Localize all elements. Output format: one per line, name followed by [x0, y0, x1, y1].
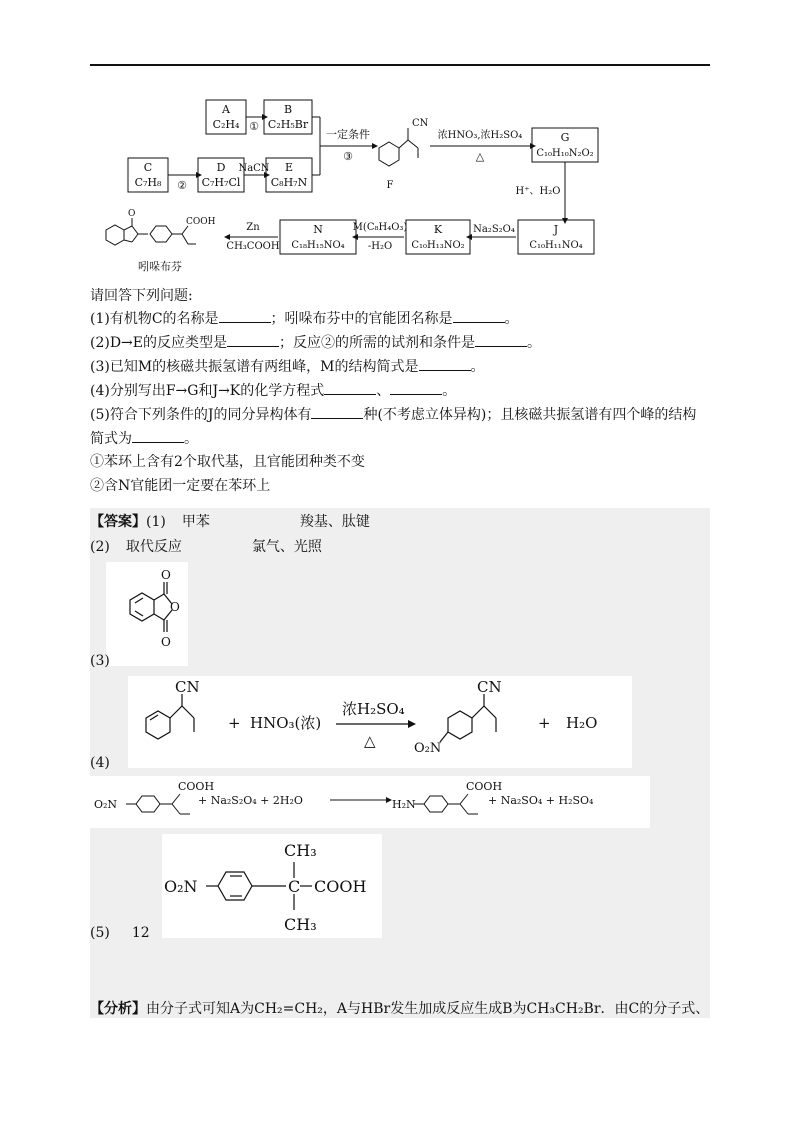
eq2-o2n: O₂N	[94, 798, 118, 811]
zn-label: Zn	[246, 222, 260, 233]
indobufen-o: O	[128, 209, 136, 219]
box-b-label: B	[283, 103, 293, 116]
box-b-formula: C₂H₅Br	[267, 118, 309, 131]
box-j-label: J	[553, 223, 559, 236]
nacn-label: NaCN	[238, 163, 270, 174]
question-intro: 请回答下列问题:	[90, 288, 193, 304]
eq1-product-cn: CN	[477, 678, 502, 696]
blank	[419, 357, 471, 371]
question-5: (5)符合下列条件的J的同分异构体有 种(不考虑立体异构)；且核磁共振氢谱有四个峰的结构	[90, 407, 697, 423]
step-1-label: ①	[249, 120, 259, 133]
answer-3-structure	[106, 562, 188, 666]
hydrolysis-label: H⁺、H₂O	[515, 186, 561, 197]
answer-5: (5) 12	[90, 925, 150, 941]
struct-ch3-top: CH₃	[284, 841, 317, 860]
heat-label: △	[475, 150, 485, 163]
answer-5-structure	[162, 834, 382, 938]
box-k-formula: C₁₀H₁₃NO₂	[411, 240, 465, 251]
question-4: (4)分别写出F→G和J→K的化学方程式 、 。	[90, 383, 457, 399]
analysis-head: 【分析】	[90, 1001, 146, 1017]
eq1-plus-2: +	[538, 714, 551, 732]
box-c-formula: C₇H₈	[134, 176, 162, 189]
answer-1: 【答案】(1) 甲苯 羧基、肽键	[90, 514, 370, 530]
answer-5-value: 12	[131, 925, 150, 941]
condition-2: ②含N官能团一定要在苯环上	[90, 478, 271, 494]
box-g-label: G	[560, 131, 570, 144]
blank	[219, 309, 271, 323]
box-n-label: N	[313, 223, 323, 236]
answer-3-num: (3)	[90, 653, 110, 669]
box-e-formula: C₈H₇N	[270, 176, 308, 189]
eq2-left-reagents: + Na₂S₂O₄ + 2H₂O	[198, 794, 303, 807]
header-rule	[90, 64, 710, 66]
indobufen-cooh: COOH	[186, 217, 216, 227]
eq1-plus: +	[228, 714, 241, 732]
struct-ch3-bottom: CH₃	[284, 915, 317, 934]
blank	[390, 381, 442, 395]
blank	[227, 333, 279, 347]
box-n-formula: C₁₈H₁₅NO₄	[291, 240, 345, 251]
na2s2o4-label: Na₂S₂O₄	[473, 224, 515, 235]
answer-4-equation-2	[90, 776, 650, 828]
eq1-condition: 浓H₂SO₄	[342, 700, 405, 718]
box-a-formula: C₂H₄	[212, 118, 240, 131]
box-e-label: E	[284, 161, 294, 174]
answer-4-equation-1	[128, 676, 632, 768]
step-3-label: ③	[343, 150, 353, 163]
minus-water-label: -H₂O	[367, 241, 393, 252]
question-2: (2)D→E的反应类型是 ；反应②的所需的试剂和条件是 。	[90, 335, 542, 351]
blank	[311, 405, 363, 419]
step-2-label: ②	[177, 179, 187, 192]
indobufen-structure	[106, 218, 196, 245]
question-1: (1)有机物C的名称是 ；吲哚布芬中的官能团名称是 。	[90, 311, 519, 327]
box-c-label: C	[143, 161, 153, 174]
box-k-label: K	[433, 223, 443, 236]
question-5-line2: 简式为 。	[90, 431, 198, 447]
answer-2-value-2: 氯气、光照	[251, 539, 322, 555]
compound-f-structure	[379, 128, 418, 166]
answer-4-num: (4)	[90, 755, 110, 771]
anhydride-o-bottom: O	[161, 635, 171, 649]
analysis-line	[90, 1000, 709, 1018]
question-3: (3)已知M的核磁共振氢谱有两组峰，M的结构简式是 。	[90, 359, 485, 375]
anhydride-o-top: O	[161, 568, 171, 582]
nitration-label: 浓HNO₃,浓H₂SO₄	[437, 130, 523, 141]
struct-cooh: COOH	[314, 877, 367, 896]
eq1-nitric-acid: HNO₃(浓)	[250, 714, 322, 732]
reaction-scheme	[90, 92, 610, 286]
eq2-cooh: COOH	[178, 780, 215, 793]
blank	[324, 381, 376, 395]
answer-2-value: 取代反应	[125, 539, 182, 555]
condition-1: ①苯环上含有2个取代基，且官能团种类不变	[90, 454, 365, 470]
m-reagent-label: M(C₈H₄O₃)	[352, 222, 408, 233]
answer-2: (2) 取代反应 氯气、光照	[90, 539, 322, 555]
box-j-formula: C₁₀H₁₁NO₄	[529, 240, 583, 251]
blank	[453, 309, 505, 323]
struct-o2n: O₂N	[164, 877, 198, 896]
eq2-right-products: + Na₂SO₄ + H₂SO₄	[488, 794, 594, 807]
eq1-water: H₂O	[566, 714, 598, 732]
box-a-label: A	[222, 103, 230, 116]
anhydride-o-ring: O	[170, 600, 180, 614]
compound-f-label: F	[386, 180, 394, 191]
scheme-svg	[90, 92, 610, 282]
answer-head: 【答案】	[90, 514, 146, 530]
answer-1-value-2: 羧基、肽键	[299, 514, 370, 530]
struct-quaternary-c: C	[288, 877, 301, 896]
indobufen-name: 吲哚布芬	[138, 260, 182, 273]
eq2-h2n: H₂N	[392, 798, 416, 811]
box-d-formula: C₇H₇Cl	[201, 176, 241, 189]
box-d-label: D	[216, 161, 226, 174]
box-g-formula: C₁₀H₁₀N₂O₂	[536, 148, 594, 159]
blank	[475, 333, 527, 347]
eq1-heat: △	[364, 732, 376, 750]
compound-f-cn: CN	[412, 118, 429, 129]
eq2-product-cooh: COOH	[466, 780, 503, 793]
eq1-cn: CN	[175, 678, 200, 696]
condition-3-label: 一定条件	[326, 128, 370, 141]
eq1-o2n: O₂N	[414, 741, 442, 756]
acetic-acid-label: CH₃COOH	[226, 241, 280, 252]
answer-1-value: 甲苯	[181, 514, 210, 530]
analysis-text: 由分子式可知A为CH₂=CH₂，A与HBr发生加成反应生成B为CH₃CH₂Br．由C的分子式、	[146, 1001, 710, 1017]
blank	[132, 429, 184, 443]
